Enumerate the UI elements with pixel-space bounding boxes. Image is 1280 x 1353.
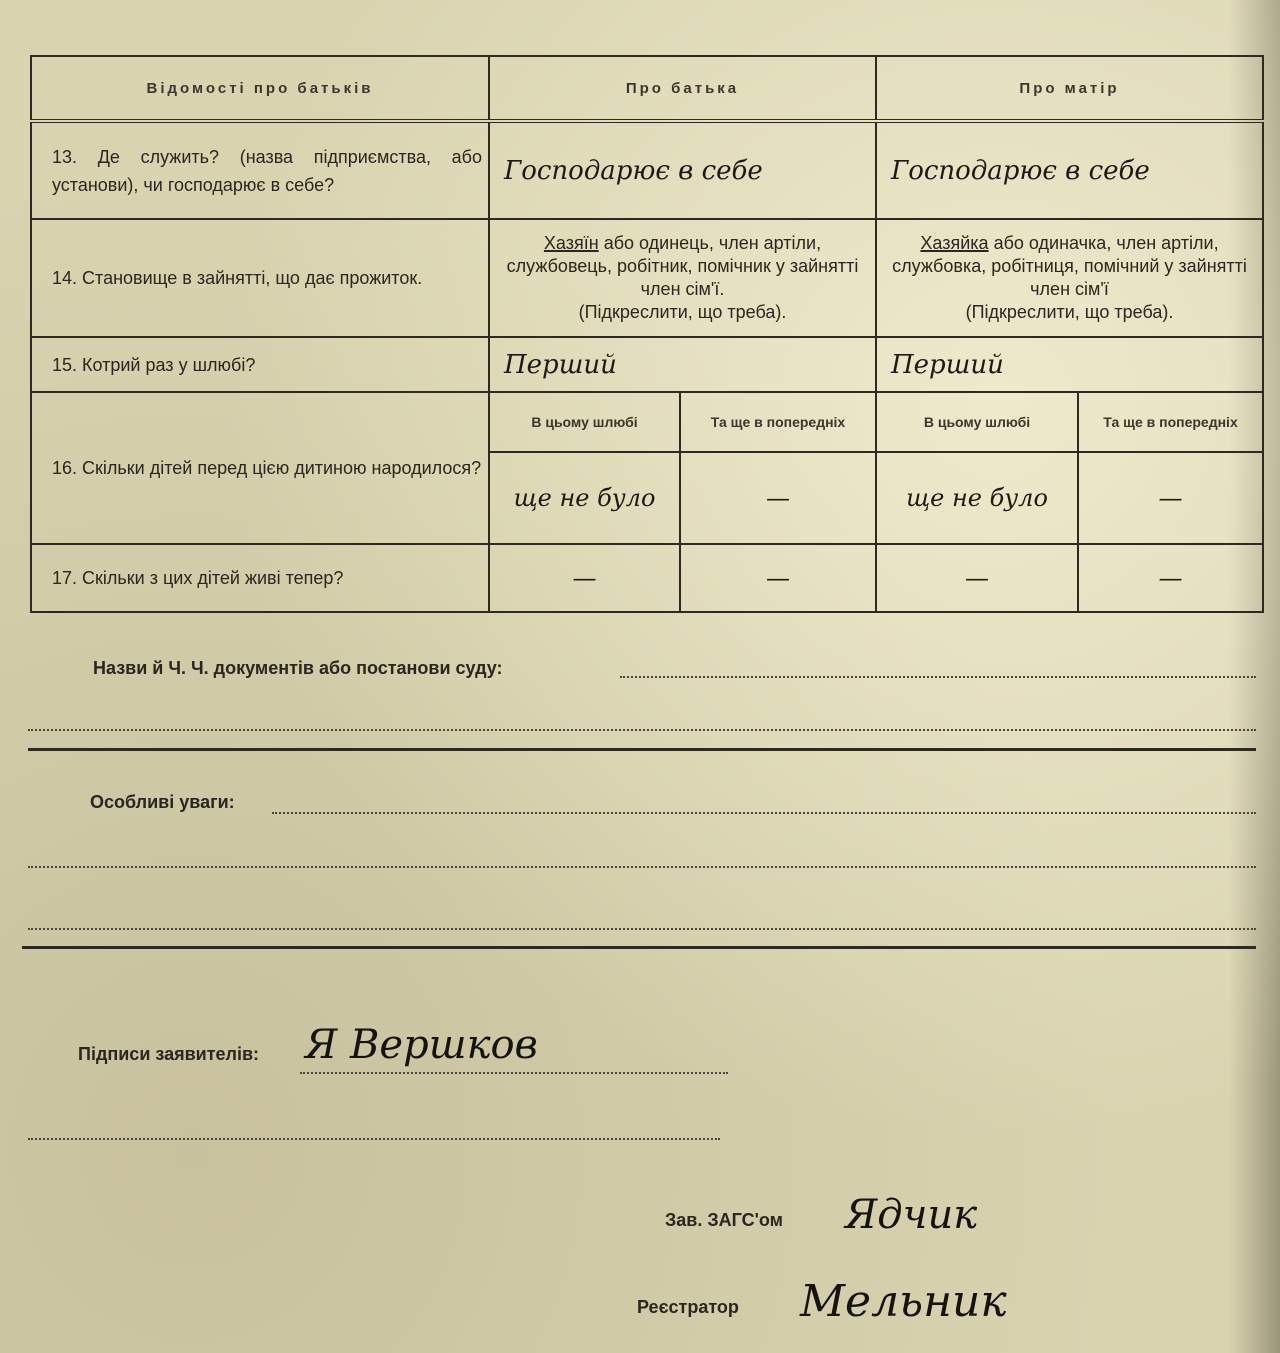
answer-17-mother-this: — xyxy=(876,544,1078,612)
options-father: або одинець, член артіли, службовець, робітник, помічник у зайнятті член сім'ї. xyxy=(506,233,859,299)
question-14: 14. Становище в зайнятті, що дає прожиток. xyxy=(31,219,489,337)
header-father: Про батька xyxy=(489,56,876,121)
table-row-15 xyxy=(31,337,1263,392)
applicants-signature-label: Підписи заявителів: xyxy=(78,1044,260,1064)
selected-option-father: Хазяїн xyxy=(543,233,599,253)
selected-option-mother: Хазяйка xyxy=(920,233,989,253)
header-parents-info: Відомості про батьків xyxy=(31,56,489,121)
section-divider xyxy=(28,748,1256,751)
applicants-fill-line-2 xyxy=(28,1138,720,1140)
answer-14-mother xyxy=(876,219,1263,337)
options-mother: або одиначка, член артіли, службовка, робітниця, помічний у зайнятті член сім'ї xyxy=(892,233,1247,299)
parents-info-table xyxy=(30,55,1264,613)
answer-16-father-previous: — xyxy=(680,452,876,544)
answer-17-father-previous: — xyxy=(680,544,876,612)
subheader-this-marriage-mother: В цьому шлюбі xyxy=(876,392,1078,452)
remarks-fill-line-2 xyxy=(28,866,1256,868)
question-17: 17. Скільки з цих дітей живі тепер? xyxy=(31,544,489,612)
table-row-14 xyxy=(31,219,1263,337)
answer-16-father-this: ще не було xyxy=(489,452,680,544)
section-divider-2 xyxy=(22,946,1256,949)
table-row-17 xyxy=(31,544,1263,612)
answer-16-mother-previous: — xyxy=(1078,452,1263,544)
remarks-fill-line xyxy=(272,812,1256,814)
answer-16-mother-this: ще не було xyxy=(876,452,1078,544)
documents-fill-line xyxy=(620,676,1256,678)
zags-head-label: Зав. ЗАГС'ом xyxy=(665,1210,783,1230)
subheader-this-marriage-father: В цьому шлюбі xyxy=(489,392,680,452)
applicant-signature: Я Вершков xyxy=(305,1022,538,1068)
applicants-fill-line xyxy=(300,1072,728,1074)
answer-13-father: Господарює в себе xyxy=(489,121,876,219)
table-row-13 xyxy=(31,121,1263,219)
remarks-label: Особливі уваги: xyxy=(90,792,235,812)
documents-label: Назви й Ч. Ч. документів або постанови суду: xyxy=(93,658,503,678)
answer-13-mother: Господарює в себе xyxy=(876,121,1263,219)
documents-fill-line-2 xyxy=(28,729,1256,731)
note-father: (Підкреслити, що треба). xyxy=(578,302,787,322)
subheader-previous-mother: Та ще в попередніх xyxy=(1078,392,1263,452)
question-15: 15. Котрий раз у шлюбі? xyxy=(31,337,489,392)
registrar-signature: Мельник xyxy=(800,1276,1007,1327)
question-13: 13. Де служить? (назва підприємства, або установи), чи господарює в себе? xyxy=(31,121,489,219)
table-header-row xyxy=(31,56,1263,121)
answer-15-mother: Перший xyxy=(876,337,1263,392)
answer-17-mother-previous: — xyxy=(1078,544,1263,612)
note-mother: (Підкреслити, що треба). xyxy=(965,302,1174,322)
subheader-previous-father: Та ще в попередніх xyxy=(680,392,876,452)
question-16: 16. Скільки дітей перед цією дитиною народилося? xyxy=(31,392,489,544)
zags-head-signature: Ядчик xyxy=(845,1192,978,1238)
answer-14-father xyxy=(489,219,876,337)
registrar-label: Реєстратор xyxy=(637,1297,739,1317)
answer-15-father: Перший xyxy=(489,337,876,392)
table-row-16-subheader xyxy=(31,392,1263,452)
remarks-fill-line-3 xyxy=(28,928,1256,930)
answer-17-father-this: — xyxy=(489,544,680,612)
header-mother: Про матір xyxy=(876,56,1263,121)
